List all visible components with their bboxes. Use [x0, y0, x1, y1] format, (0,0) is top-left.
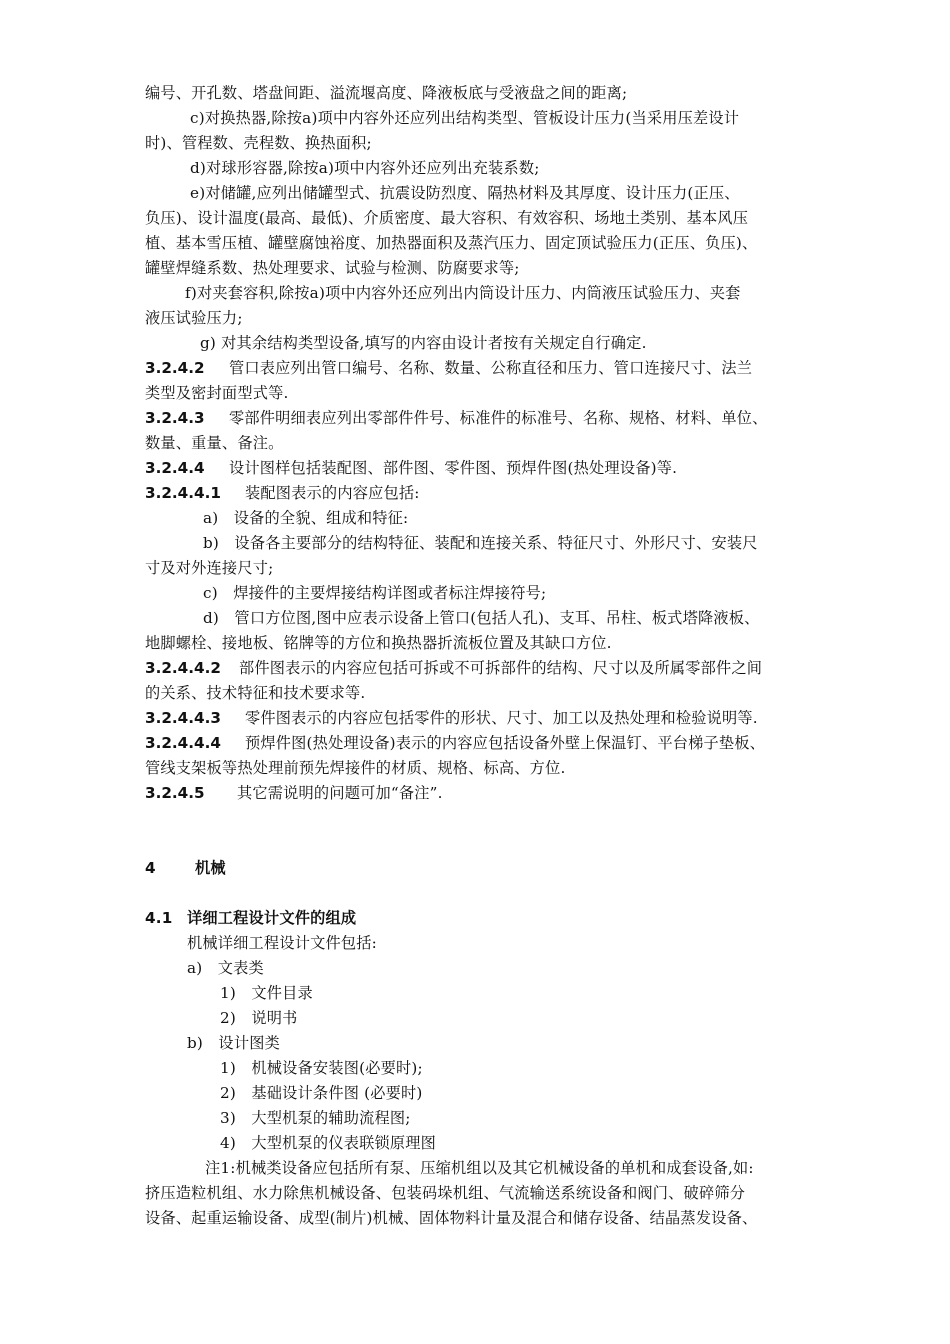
clause-number: 3.2.4.5 — [145, 784, 205, 802]
clause-number: 3.2.4.4.2 — [145, 659, 221, 677]
clause-text: 其它需说明的问题可加“备注”. — [237, 784, 443, 802]
text-line: 编号、开孔数、塔盘间距、溢流堰高度、降液板底与受液盘之间的距离; — [145, 84, 628, 102]
clause-text: 装配图表示的内容应包括: — [245, 484, 420, 502]
list-item: d) 管口方位图,图中应表示设备上管口(包括人孔)、支耳、吊柱、板式塔降液板、 — [203, 609, 760, 627]
clause-text: 零部件明细表应列出零部件件号、标准件的标准号、名称、规格、材料、单位、 — [229, 409, 768, 427]
section-title: 详细工程设计文件的组成 — [187, 909, 357, 927]
clause-3-2-4-4-2 — [145, 658, 762, 678]
clause-text: 预焊件图(热处理设备)表示的内容应包括设备外壁上保温钉、平台梯子垫板、 — [245, 734, 766, 752]
clause-3-2-4-4-1 — [145, 483, 420, 503]
list-item: a) 设备的全貌、组成和特征: — [203, 509, 409, 527]
clause-number: 3.2.4.4.4 — [145, 734, 221, 752]
list-item: 3) 大型机泵的辅助流程图; — [220, 1109, 411, 1127]
clause-text: 零件图表示的内容应包括零件的形状、尺寸、加工以及热处理和检验说明等. — [245, 709, 758, 727]
clause-text: 管口表应列出管口编号、名称、数量、公称直径和压力、管口连接尺寸、法兰 — [229, 359, 753, 377]
list-item: c) 焊接件的主要焊接结构详图或者标注焊接符号; — [203, 584, 547, 602]
list-item: 4) 大型机泵的仪表联锁原理图 — [220, 1134, 437, 1152]
text-line: 液压试验压力; — [145, 309, 243, 327]
text-line: c)对换热器,除按a)项中内容外还应列出结构类型、管板设计压力(当采用压差设计 — [190, 109, 740, 127]
text-line: 管线支架板等热处理前预先焊接件的材质、规格、标高、方位. — [145, 759, 566, 777]
text-line: 数量、重量、备注。 — [145, 434, 284, 452]
text-line: 寸及对外连接尺寸; — [145, 559, 274, 577]
clause-number: 3.2.4.4.1 — [145, 484, 221, 502]
text-line: 机械详细工程设计文件包括: — [187, 934, 377, 952]
note-line: 注1:机械类设备应包括所有泵、压缩机组以及其它机械设备的单机和成套设备,如: — [205, 1159, 754, 1177]
section-number: 4 — [145, 859, 156, 877]
clause-text: 部件图表示的内容应包括可拆或不可拆部件的结构、尺寸以及所属零部件之间 — [239, 659, 763, 677]
text-line: 负压)、设计温度(最高、最低)、介质密度、最大容积、有效容积、场地土类别、基本风压 — [145, 209, 749, 227]
clause-3-2-4-4 — [145, 458, 677, 478]
clause-3-2-4-4-3 — [145, 708, 758, 728]
section-heading-4 — [145, 858, 226, 878]
clause-3-2-4-2 — [145, 358, 752, 378]
text-line: 的关系、技术特征和技术要求等. — [145, 684, 366, 702]
text-line: 植、基本雪压植、罐壁腐蚀裕度、加热器面积及蒸汽压力、固定顶试验压力(正压、负压)、 — [145, 234, 758, 252]
text-line: 罐壁焊缝系数、热处理要求、试验与检测、防腐要求等; — [145, 259, 520, 277]
text-line: 地脚螺栓、接地板、铭牌等的方位和换热器折流板位置及其缺口方位. — [145, 634, 612, 652]
list-item: 1) 文件目录 — [220, 984, 313, 1002]
text-line: 类型及密封面型式等. — [145, 384, 289, 402]
clause-number: 3.2.4.4.3 — [145, 709, 221, 727]
list-item: 1) 机械设备安装图(必要时); — [220, 1059, 423, 1077]
clause-3-2-4-3 — [145, 408, 768, 428]
note-line: 挤压造粒机组、水力除焦机械设备、包装码垛机组、气流输送系统设备和阀门、破碎筛分 — [145, 1184, 746, 1202]
text-line: f)对夹套容积,除按a)项中内容外还应列出内筒设计压力、内筒液压试验压力、夹套 — [185, 284, 741, 302]
clause-3-2-4-5 — [145, 783, 443, 803]
list-item: a) 文表类 — [187, 959, 264, 977]
section-heading-4-1 — [145, 908, 356, 928]
note-line: 设备、起重运输设备、成型(制片)机械、固体物料计量及混合和储存设备、结晶蒸发设备、 — [145, 1209, 758, 1227]
list-item: b) 设备各主要部分的结构特征、装配和连接关系、特征尺寸、外形尺寸、安装尺 — [203, 534, 758, 552]
clause-number: 3.2.4.3 — [145, 409, 205, 427]
text-line: d)对球形容器,除按a)项中内容外还应列出充装系数; — [190, 159, 540, 177]
clause-3-2-4-4-4 — [145, 733, 765, 753]
clause-number: 3.2.4.2 — [145, 359, 205, 377]
text-line: g) 对其余结构类型设备,填写的内容由设计者按有关规定自行确定. — [200, 334, 647, 352]
text-line: e)对储罐,应列出储罐型式、抗震设防烈度、隔热材料及其厚度、设计压力(正压、 — [190, 184, 740, 202]
list-item: 2) 基础设计条件图 (必要时) — [220, 1084, 423, 1102]
section-number: 4.1 — [145, 909, 173, 927]
section-title: 机械 — [195, 859, 226, 877]
list-item: b) 设计图类 — [187, 1034, 280, 1052]
clause-number: 3.2.4.4 — [145, 459, 205, 477]
list-item: 2) 说明书 — [220, 1009, 298, 1027]
text-line: 时)、管程数、壳程数、换热面积; — [145, 134, 372, 152]
clause-text: 设计图样包括装配图、部件图、零件图、预焊件图(热处理设备)等. — [229, 459, 678, 477]
